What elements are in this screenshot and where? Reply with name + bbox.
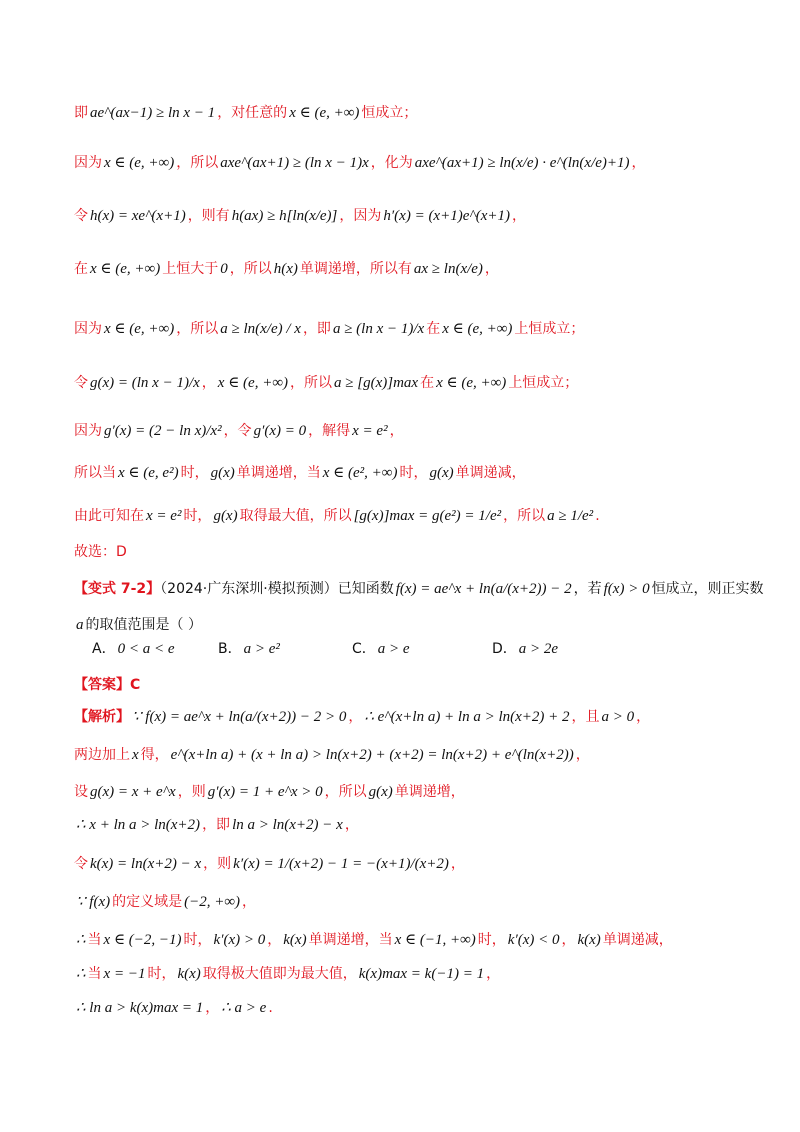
math-expression: g′(x) = (2 − ln x)/x² xyxy=(104,423,222,439)
math-expression: k(x) = ln(x+2) − x xyxy=(90,856,202,872)
option-label: A． xyxy=(92,641,116,657)
red-text: 因为 xyxy=(74,423,102,439)
red-text: ，令 xyxy=(223,423,252,439)
red-text: 单调递减， xyxy=(602,932,673,948)
red-text: 令 xyxy=(74,208,88,224)
text-line-l16 xyxy=(74,744,734,766)
math-expression: x ∈ (−1, +∞) xyxy=(394,932,476,948)
text-line-l7 xyxy=(74,420,734,442)
text-line-l17 xyxy=(74,781,734,803)
math-expression: h(x) xyxy=(273,261,298,277)
red-text: ，所以 xyxy=(176,321,219,337)
red-text: 上恒成立； xyxy=(514,321,585,337)
red-text: . xyxy=(595,508,600,524)
section-label: 【变式 7-2】 xyxy=(74,581,161,597)
answer-option xyxy=(218,638,282,658)
text-line-l5 xyxy=(74,318,734,340)
red-text: ，所以 xyxy=(229,261,272,277)
math-expression: x ∈ (e, +∞) xyxy=(217,375,289,391)
red-text: ，所以 xyxy=(290,375,333,391)
math-expression: ∴ xyxy=(76,966,86,982)
math-expression: x ∈ (e, +∞) xyxy=(289,105,360,121)
text-line-l8 xyxy=(74,462,734,484)
red-text: 当 xyxy=(87,966,102,982)
text-line-l6 xyxy=(74,372,734,394)
section-label: 【答案】C xyxy=(74,677,141,693)
red-text: 即 xyxy=(74,105,88,121)
math-expression: g′(x) = 1 + e^x > 0 xyxy=(207,784,323,800)
red-text: ，则有 xyxy=(187,208,230,224)
option-label: B． xyxy=(218,641,242,657)
math-expression: g(x) xyxy=(368,784,393,800)
math-expression: x xyxy=(132,747,139,763)
red-text: 单调递增，所以有 xyxy=(299,261,412,277)
red-text: ， xyxy=(389,423,404,439)
math-expression: (−2, +∞) xyxy=(184,894,241,910)
option-math: a > 2e xyxy=(518,641,559,657)
math-expression: x ∈ (e, +∞) xyxy=(90,261,161,277)
red-text: 因为 xyxy=(74,155,102,171)
text-line-l19 xyxy=(74,853,734,875)
math-expression: ae^(ax−1) ≥ ln x − 1 xyxy=(90,105,216,121)
red-text: ，解得 xyxy=(308,423,351,439)
red-text: ，则 xyxy=(203,856,232,872)
red-text: 上恒成立； xyxy=(508,375,579,391)
text-line-l9 xyxy=(74,505,734,527)
text-line-l11 xyxy=(74,578,764,600)
red-text: 令 xyxy=(74,375,88,391)
text-line-l4 xyxy=(74,258,734,280)
red-text: 在 xyxy=(426,321,441,337)
math-expression: k′(x) = 1/(x+2) − 1 = −(x+1)/(x+2) xyxy=(233,856,449,872)
text-line-l1 xyxy=(74,102,734,124)
red-text: 时， xyxy=(183,508,212,524)
text-line-l2 xyxy=(74,152,734,174)
red-text: 由此可知在 xyxy=(74,508,144,524)
math-expression: k(x) xyxy=(177,966,201,982)
red-text: 在 xyxy=(74,261,88,277)
red-text: ， xyxy=(348,709,363,725)
math-expression: k′(x) > 0 xyxy=(213,932,266,948)
math-expression: ∵ f(x) = ae^x + ln(a/(x+2)) − 2 > 0 xyxy=(132,709,347,725)
math-expression: a ≥ (ln x − 1)/x xyxy=(332,321,425,337)
math-expression: g(x) = x + e^x xyxy=(90,784,176,800)
option-label: C． xyxy=(352,641,376,657)
math-expression: g(x) xyxy=(429,465,454,481)
math-expression: h(ax) ≥ h[ln(x/e)] xyxy=(231,208,338,224)
red-text: 令 xyxy=(74,856,88,872)
red-text: 时， xyxy=(399,465,428,481)
red-text: ， xyxy=(344,817,359,833)
text-line-l14 xyxy=(74,674,734,696)
red-text: 的定义域是 xyxy=(112,894,183,910)
red-text: ， xyxy=(205,1000,220,1016)
red-text: 因为 xyxy=(74,321,102,337)
body-text: （2024·广东深圳·模拟预测）已知函数 xyxy=(160,581,394,597)
red-text: ， xyxy=(201,375,216,391)
math-expression: ∴ ln a > k(x)max = 1 xyxy=(76,1000,204,1016)
math-expression: e^(x+ln a) + (x + ln a) > ln(x+2) + (x+2) = ln(x+2) + e^(ln(x+2)) xyxy=(170,747,574,763)
option-math: a > e xyxy=(377,641,410,657)
red-text: 单调递增，当 xyxy=(308,932,393,948)
math-expression: x ∈ (e, e²) xyxy=(118,465,179,481)
math-expression: f(x) = ae^x + ln(a/(x+2)) − 2 xyxy=(395,581,572,597)
body-text: 恒成立，则正实数 xyxy=(651,581,764,597)
text-line-l18 xyxy=(74,814,734,836)
option-math: 0 < a < e xyxy=(117,641,175,657)
red-text: ， xyxy=(267,932,282,948)
section-label: 【解析】 xyxy=(74,709,130,725)
math-expression: x ∈ (−2, −1) xyxy=(103,932,182,948)
math-expression: ∴ x + ln a > ln(x+2) xyxy=(76,817,201,833)
red-text: 时， xyxy=(183,932,212,948)
math-expression: a xyxy=(76,617,84,633)
red-text: 两边加上 xyxy=(74,747,130,763)
red-text: 得， xyxy=(140,747,169,763)
math-expression: ∵ f(x) xyxy=(76,894,111,910)
red-text: 单调递增， xyxy=(394,784,465,800)
math-expression: g′(x) = 0 xyxy=(253,423,307,439)
red-text: 单调递减， xyxy=(455,465,526,481)
math-expression: a > 0 xyxy=(601,709,635,725)
math-expression: k(x)max = k(−1) = 1 xyxy=(358,966,485,982)
math-expression: x = −1 xyxy=(103,966,146,982)
red-text: ， xyxy=(242,894,257,910)
red-text: ， xyxy=(450,856,465,872)
red-text: ，对任意的 xyxy=(217,105,288,121)
text-line-l23 xyxy=(74,997,734,1019)
red-text: ，所以 xyxy=(324,784,367,800)
red-text: 设 xyxy=(74,784,88,800)
math-expression: x ∈ (e, +∞) xyxy=(104,155,175,171)
math-expression: ln a > ln(x+2) − x xyxy=(232,817,343,833)
math-expression: x = e² xyxy=(146,508,182,524)
red-text: 在 xyxy=(420,375,435,391)
option-math: a > e² xyxy=(243,641,280,657)
red-text: 恒成立； xyxy=(361,105,418,121)
math-expression: ∴ a > e xyxy=(221,1000,267,1016)
answer-option xyxy=(352,638,412,658)
math-expression: a ≥ ln(x/e) / x xyxy=(220,321,301,337)
math-expression: x ∈ (e², +∞) xyxy=(322,465,398,481)
red-text: ，所以 xyxy=(176,155,219,171)
red-text: ， xyxy=(636,709,651,725)
math-expression: g(x) xyxy=(210,465,235,481)
text-line-l20 xyxy=(74,891,734,913)
text-line-l21 xyxy=(74,929,734,951)
math-expression: x ∈ (e, +∞) xyxy=(104,321,175,337)
option-label: D． xyxy=(492,641,517,657)
red-text: 上恒大于 xyxy=(162,261,219,277)
text-line-l15 xyxy=(74,706,734,728)
answer-option xyxy=(492,638,560,658)
math-expression: x = e² xyxy=(352,423,388,439)
math-expression: k(x) xyxy=(577,932,601,948)
red-text: ，且 xyxy=(571,709,600,725)
red-text: ， xyxy=(484,261,499,277)
red-text: 当 xyxy=(87,932,102,948)
text-line-l22 xyxy=(74,963,734,985)
red-text: 取得最大值，所以 xyxy=(239,508,352,524)
math-expression: axe^(ax+1) ≥ (ln x − 1)x xyxy=(220,155,369,171)
math-expression: ax ≥ ln(x/e) xyxy=(413,261,483,277)
math-expression: g(x) xyxy=(213,508,238,524)
red-text: 时， xyxy=(477,932,506,948)
body-text: 的取值范围是（ ） xyxy=(85,617,202,633)
math-expression: [g(x)]max = g(e²) = 1/e² xyxy=(353,508,502,524)
math-expression: k′(x) < 0 xyxy=(507,932,560,948)
red-text: 时， xyxy=(180,465,209,481)
red-text: ，即 xyxy=(202,817,231,833)
math-expression: ∴ xyxy=(76,932,86,948)
red-text: ，即 xyxy=(302,321,331,337)
math-expression: h′(x) = (x+1)e^(x+1) xyxy=(383,208,510,224)
math-expression: x ∈ (e, +∞) xyxy=(442,321,513,337)
red-text: 时， xyxy=(147,966,176,982)
math-expression: g(x) = (ln x − 1)/x xyxy=(90,375,200,391)
answer-option xyxy=(92,638,176,658)
red-text: ， xyxy=(511,208,526,224)
red-text: ，因为 xyxy=(339,208,382,224)
red-text: 所以当 xyxy=(74,465,116,481)
body-text: ，若 xyxy=(573,581,602,597)
red-text: ， xyxy=(561,932,576,948)
math-expression: 0 xyxy=(220,261,228,277)
red-text: ，所以 xyxy=(503,508,546,524)
math-expression: x ∈ (e, +∞) xyxy=(436,375,507,391)
red-text: 单调递增，当 xyxy=(236,465,321,481)
red-text: ， xyxy=(486,966,501,982)
math-expression: h(x) = xe^(x+1) xyxy=(90,208,186,224)
red-text: 故选：D xyxy=(74,544,127,560)
red-text: ， xyxy=(575,747,590,763)
text-line-l12 xyxy=(74,614,734,636)
math-expression: axe^(ax+1) ≥ ln(x/e) · e^(ln(x/e)+1) xyxy=(414,155,630,171)
red-text: ，化为 xyxy=(370,155,413,171)
text-line-l10 xyxy=(74,541,734,563)
text-line-l3 xyxy=(74,205,734,227)
math-expression: a ≥ [g(x)]max xyxy=(334,375,419,391)
red-text: ，则 xyxy=(177,784,206,800)
math-expression: k(x) xyxy=(283,932,307,948)
math-expression: a ≥ 1/e² xyxy=(547,508,594,524)
red-text: ， xyxy=(631,155,646,171)
math-expression: f(x) > 0 xyxy=(603,581,650,597)
math-expression: ∴ e^(x+ln a) + ln a > ln(x+2) + 2 xyxy=(364,709,570,725)
red-text: 取得极大值即为最大值， xyxy=(202,966,357,982)
red-text: . xyxy=(268,1000,273,1016)
